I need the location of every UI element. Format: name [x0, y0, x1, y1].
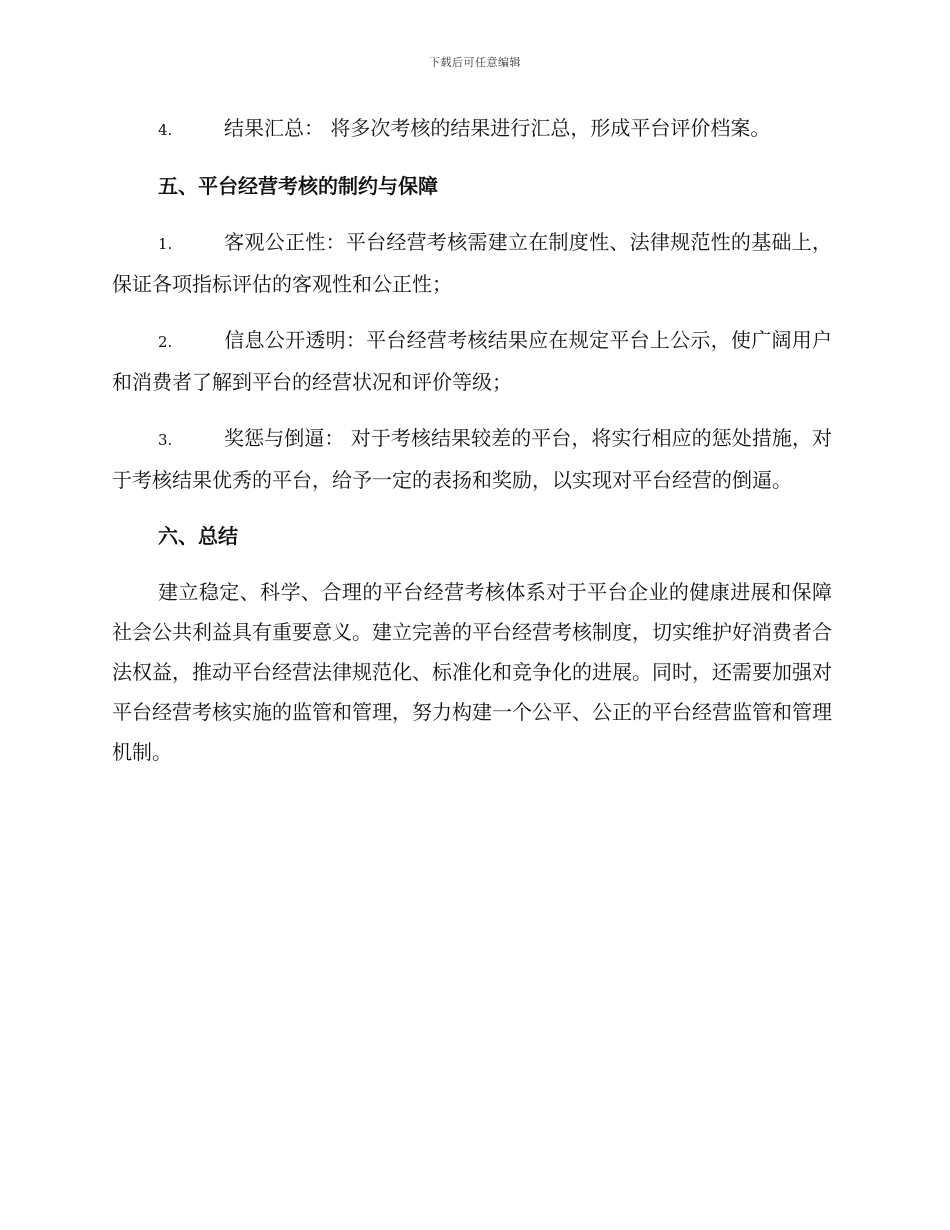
list-item-rewards-penalties: [112, 418, 832, 500]
summary-paragraph: 建立稳定、科学、合理的平台经营考核体系对于平台企业的健康进展和保障社会公共利益具有重要意义。建立完善的平台经营考核制度，切实维护好消费者合法权益，推动平台经营法律规范化、标准化和竞争化的进展。同时，还需要加强对平台经营考核实施的监管和管理，努力构建一个公平、公正的平台经营监管和管理机制。: [112, 580, 832, 764]
list-item-objectivity: [112, 222, 832, 304]
section-heading-constraints: 五、平台经营考核的制约与保障: [158, 174, 438, 198]
list-item-text: 结果汇总： 将多次考核的结果进行汇总，形成平台评价档案。: [224, 116, 771, 140]
section-heading-summary: 六、总结: [158, 524, 238, 548]
list-item-summary: [112, 108, 832, 150]
list-item-number: 4.: [158, 121, 173, 139]
list-item-number: 2.: [158, 333, 173, 351]
list-item-text: 客观公正性：平台经营考核需建立在制度性、法律规范性的基础上，保证各项指标评估的客观性和公正性；: [112, 230, 832, 296]
list-item-text: 奖惩与倒逼： 对于考核结果较差的平台，将实行相应的惩处措施，对于考核结果优秀的平台，给予一定的表扬和奖励，以实现对平台经营的倒逼。: [112, 426, 832, 492]
list-item-number: 1.: [158, 235, 173, 253]
document-body: [112, 108, 832, 772]
page-header-note: 下载后可任意编辑: [429, 56, 521, 69]
list-item-transparency: [112, 320, 832, 402]
list-item-text: 信息公开透明：平台经营考核结果应在规定平台上公示，使广阔用户和消费者了解到平台的经营状况和评价等级；: [112, 328, 832, 394]
list-item-number: 3.: [158, 431, 173, 449]
